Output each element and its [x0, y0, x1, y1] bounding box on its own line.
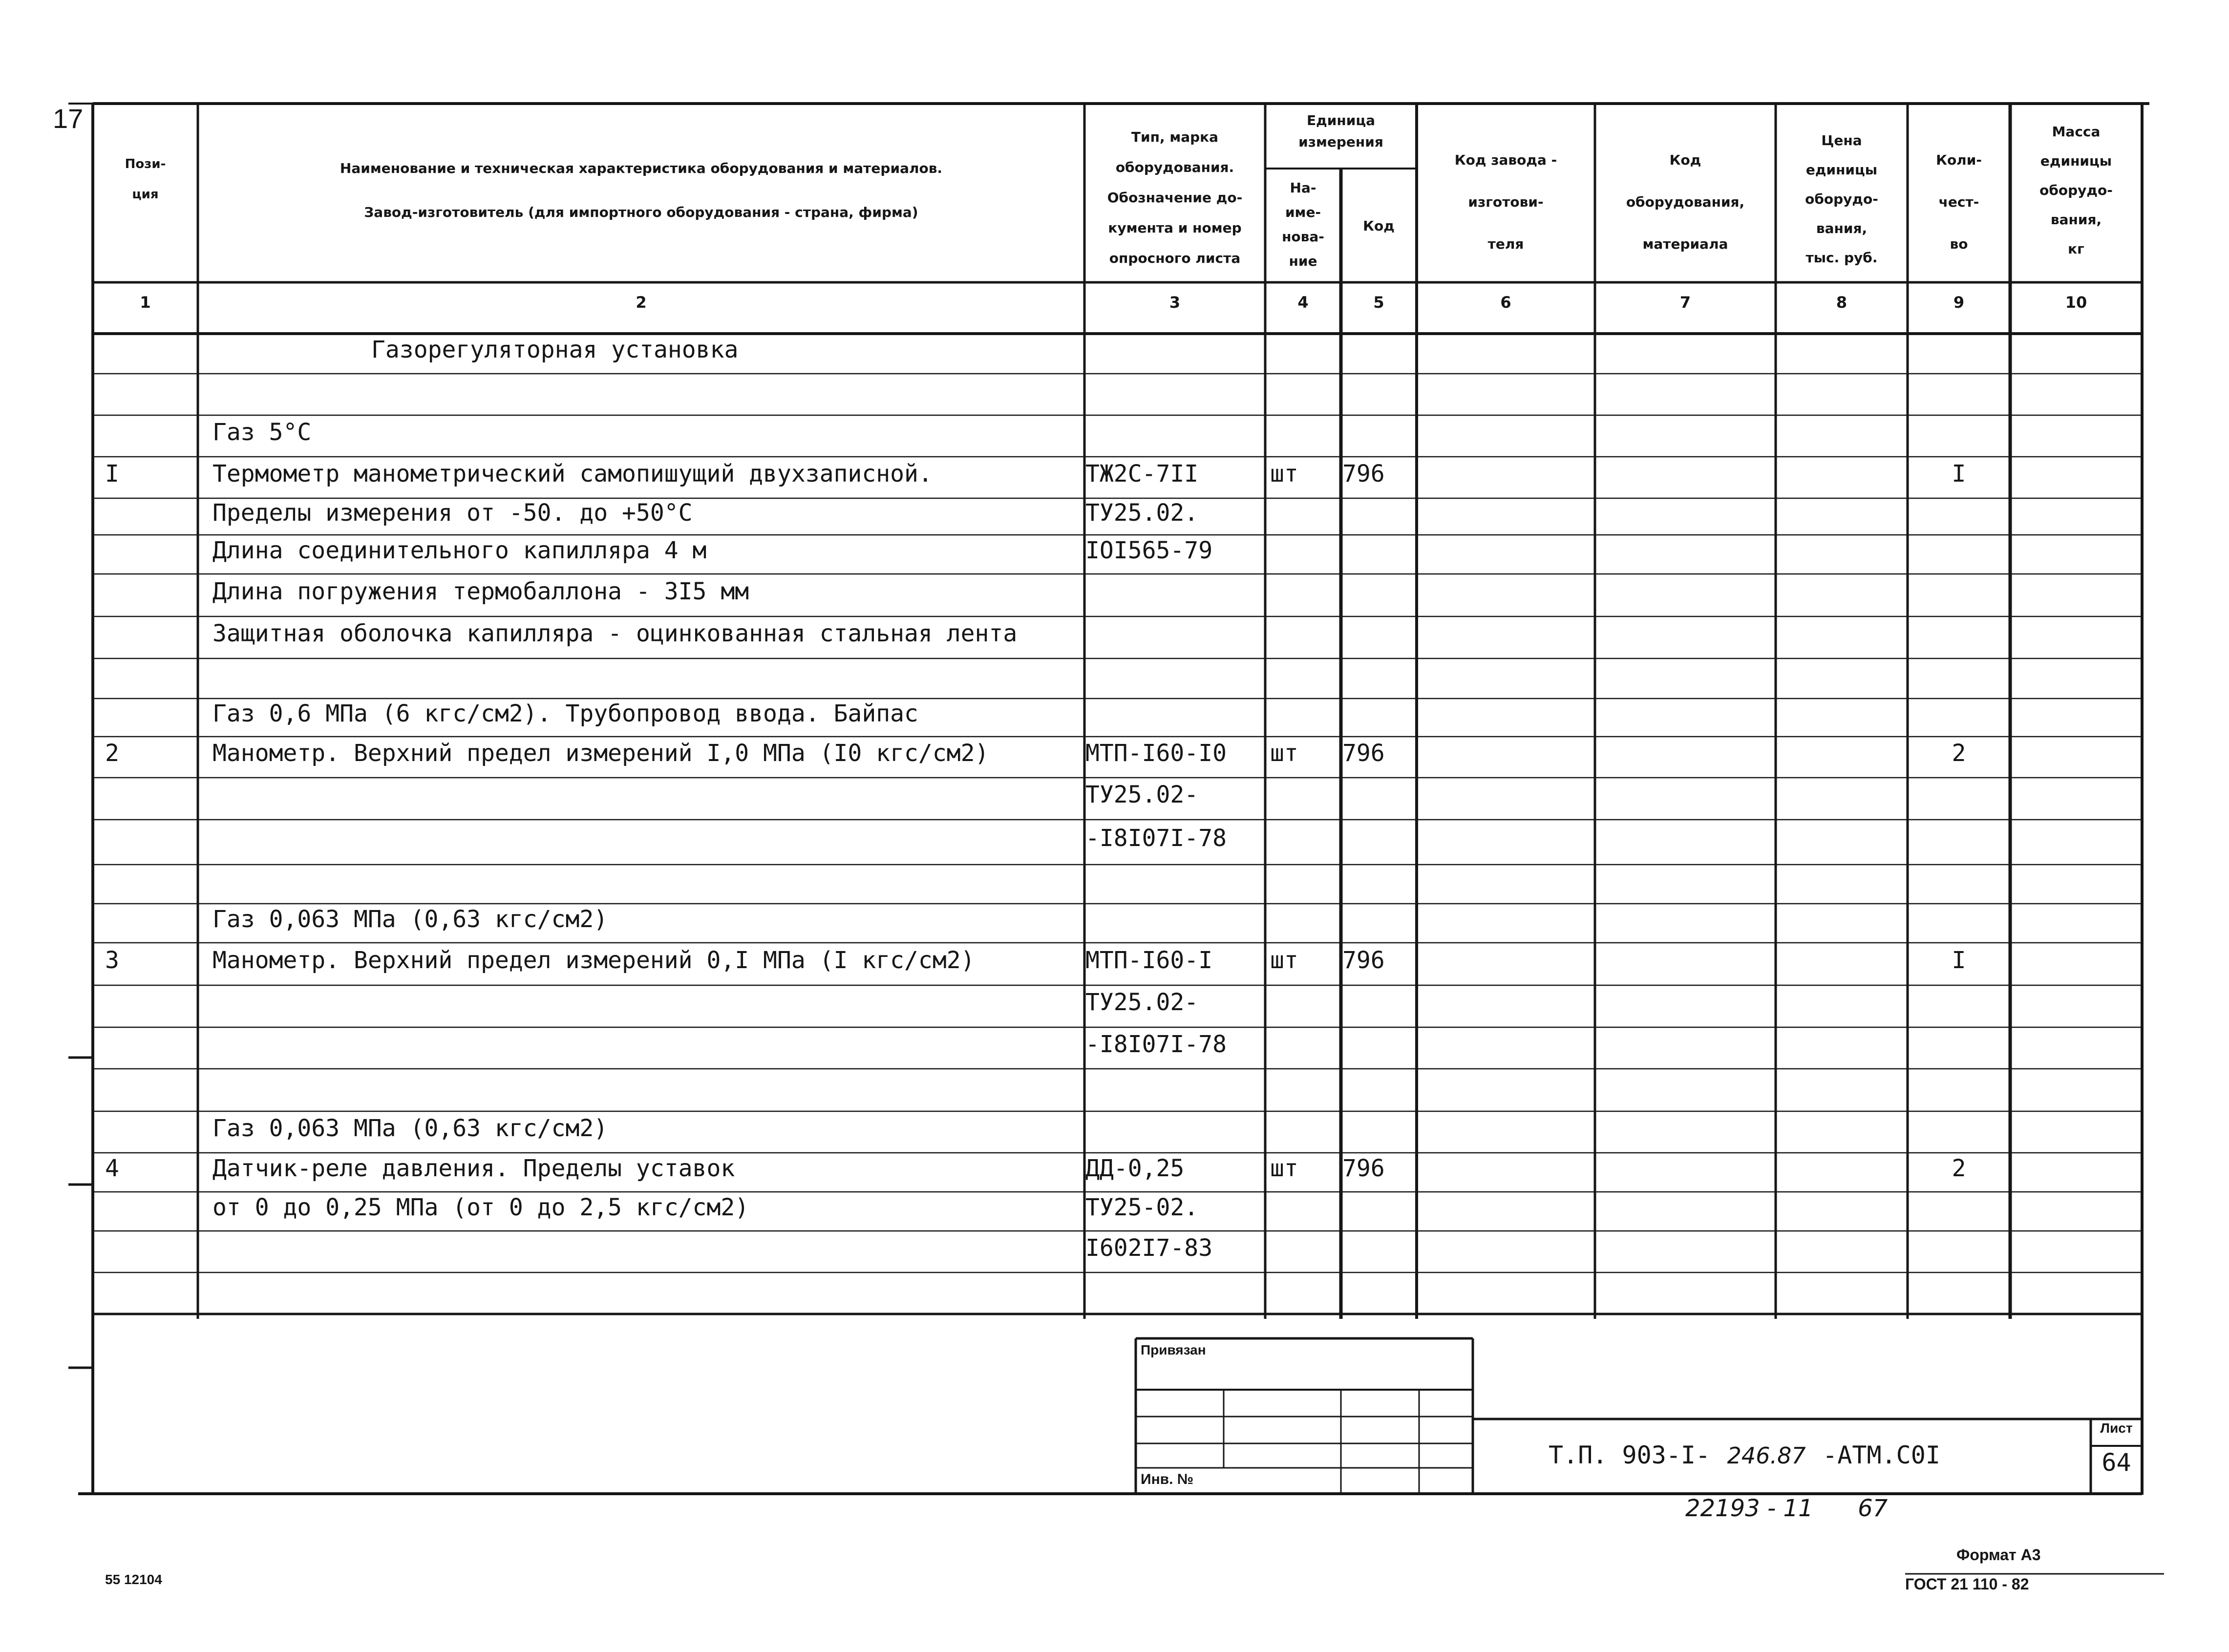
column-number: 7 — [1679, 293, 1691, 312]
row-qty-cell: 2 — [1952, 740, 1966, 767]
sheet-number: 64 — [2102, 1448, 2131, 1477]
row-type-cell: ТУ25.02- — [1085, 781, 1199, 808]
row-qty-cell: I — [1952, 946, 1966, 974]
header-col8: Цена единицы оборудо- вания, тыс. руб. — [1805, 132, 1878, 266]
row-qty-cell: I — [1952, 460, 1966, 487]
row-type-cell: ТЖ2С-7II — [1085, 460, 1199, 487]
row-type-cell: ТУ25.02- — [1085, 989, 1199, 1016]
row-name-cell: Газ 5°С — [212, 418, 312, 446]
column-number: 5 — [1373, 293, 1384, 312]
row-pos-cell: I — [105, 460, 119, 487]
row-name-cell: Длина погружения термобаллона - 3I5 мм — [212, 577, 749, 605]
row-code-cell: 796 — [1342, 1155, 1385, 1182]
column-number: 10 — [2065, 293, 2087, 312]
header-col7: Код оборудования, материала — [1626, 152, 1745, 252]
header-col6: Код завода - изготови- теля — [1454, 152, 1557, 252]
row-qty-cell: 2 — [1952, 1155, 1966, 1182]
row-name-cell: Газ 0,6 МПа (6 кгс/см2). Трубопровод ввода. Байпас — [212, 700, 918, 727]
row-type-cell: -I8I07I-78 — [1085, 825, 1227, 852]
header-col5: Код — [1363, 218, 1395, 234]
header-col4: На- име- нова- ние — [1282, 180, 1324, 269]
row-type-cell: I602I7-83 — [1085, 1234, 1213, 1262]
row-pos-cell: 2 — [105, 740, 119, 767]
row-pos-cell: 4 — [105, 1155, 119, 1182]
column-number: 2 — [636, 293, 647, 312]
column-number: 1 — [140, 293, 151, 312]
row-name-cell: Газ 0,063 МПа (0,63 кгс/см2) — [212, 1114, 608, 1142]
header-col3: Тип, марка оборудования. Обозначение до- кумента и номер опросного листа — [1107, 129, 1243, 266]
doc-designation — [1549, 1441, 1940, 1469]
row-name-cell: Пределы измерения от -50. до +50°С — [212, 499, 693, 527]
header-col10: Масса единицы оборудо- вания, кг — [2039, 124, 2113, 257]
row-type-cell: ТУ25-02. — [1085, 1194, 1199, 1221]
row-name-cell: Газ 0,063 МПа (0,63 кгс/см2) — [212, 906, 608, 933]
header-col9: Коли- чест- во — [1936, 152, 1982, 252]
row-code-cell: 796 — [1342, 740, 1385, 767]
sheet-label: Лист — [2100, 1420, 2133, 1436]
format-label: Формат А3 — [1956, 1546, 2041, 1564]
row-type-cell: ДД-0,25 — [1085, 1155, 1185, 1182]
header-col1: Пози- ция — [125, 157, 166, 202]
row-code-cell: 796 — [1342, 460, 1385, 487]
handwritten-number: 22193 - 11 67 — [1685, 1495, 1888, 1522]
row-name-cell: Длина соединительного капилляра 4 м — [212, 537, 707, 564]
row-unit-cell: шт — [1270, 740, 1298, 767]
column-number: 3 — [1169, 293, 1181, 312]
left-code: 55 12104 — [105, 1572, 162, 1587]
doc-prefix: Т.П. 903-I- — [1549, 1441, 1711, 1469]
row-name-cell: Манометр. Верхний предел измерений I,0 МПа (I0 кгс/см2) — [212, 740, 989, 767]
row-type-cell: ТУ25.02. — [1085, 499, 1199, 527]
row-name-cell: Манометр. Верхний предел измерений 0,I МПа (I кгс/см2) — [212, 946, 975, 974]
row-name-cell: Защитная оболочка капилляра - оцинкованная стальная лента — [212, 620, 1018, 647]
row-type-cell: МТП-I60-I — [1085, 946, 1213, 974]
doc-suffix: -АТМ.С0I — [1823, 1441, 1940, 1469]
header-unit-group: Единица измерения — [1298, 112, 1383, 150]
row-unit-cell: шт — [1270, 946, 1298, 974]
row-unit-cell: шт — [1270, 1155, 1298, 1182]
row-name-cell: Газорегуляторная установка — [371, 336, 739, 363]
header-col2: Наименование и техническая характеристика оборудования и материалов. Завод-изготовитель (для импортного оборудования - страна, фирма) — [340, 160, 943, 220]
row-type-cell: МТП-I60-I0 — [1085, 740, 1227, 767]
column-number: 6 — [1500, 293, 1511, 312]
column-number: 4 — [1297, 293, 1309, 312]
row-name-cell: Термометр манометрический самопишущий двухзаписной. — [212, 460, 933, 487]
row-name-cell: от 0 до 0,25 МПа (от 0 до 2,5 кгс/см2) — [212, 1194, 749, 1221]
corner-number: 17 — [53, 103, 84, 134]
gost-label: ГОСТ 21 110 - 82 — [1905, 1575, 2029, 1593]
doc-hand-number: 246.87 — [1727, 1442, 1806, 1469]
row-unit-cell: шт — [1270, 460, 1298, 487]
stamp-inv: Инв. № — [1141, 1471, 1194, 1487]
column-number: 8 — [1836, 293, 1847, 312]
row-type-cell: IOI565-79 — [1085, 537, 1213, 564]
row-type-cell: -I8I07I-78 — [1085, 1030, 1227, 1058]
row-pos-cell: 3 — [105, 946, 119, 974]
stamp-privyazan: Привязан — [1141, 1342, 1206, 1357]
column-number: 9 — [1953, 293, 1965, 312]
row-name-cell: Датчик-реле давления. Пределы уставок — [212, 1155, 735, 1182]
row-code-cell: 796 — [1342, 946, 1385, 974]
